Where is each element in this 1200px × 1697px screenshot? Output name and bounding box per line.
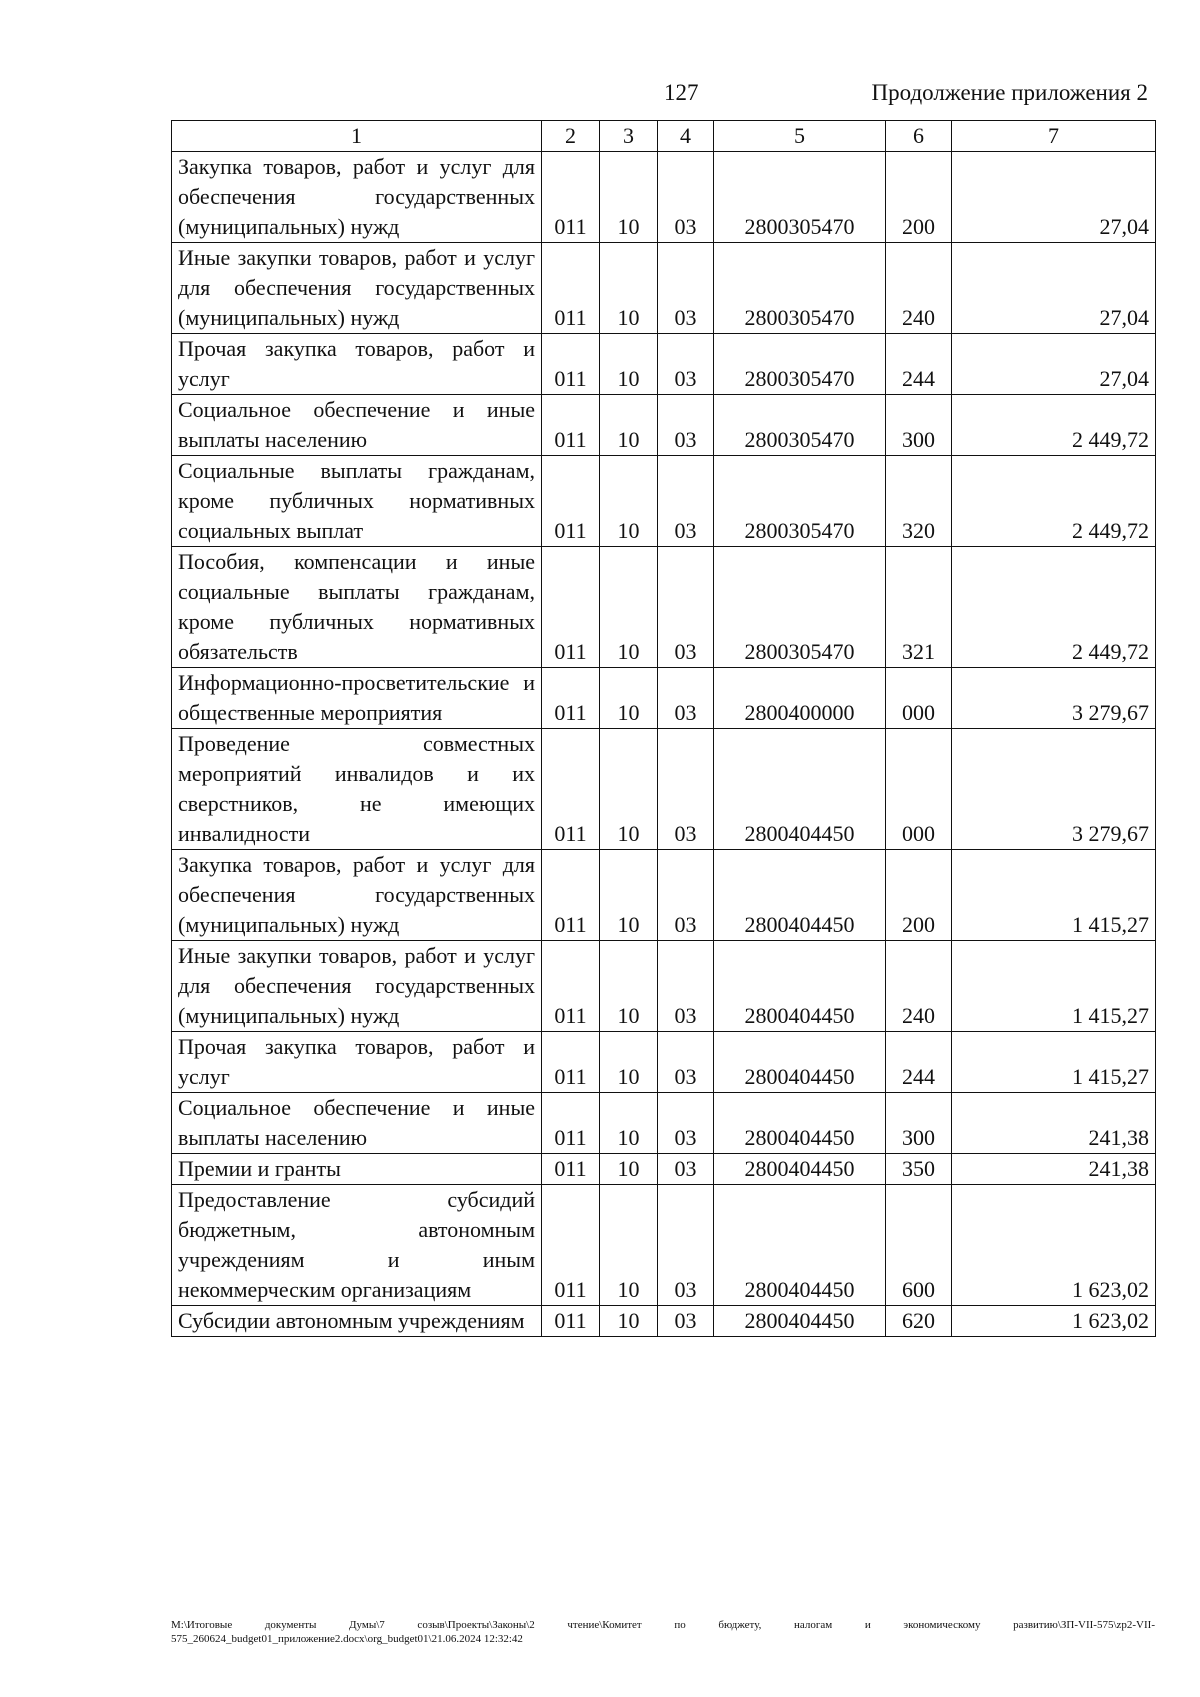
- cell-amount: 2 449,72: [952, 395, 1156, 456]
- cell-amount: 1 623,02: [952, 1185, 1156, 1306]
- cell-admin-code: 011: [542, 941, 600, 1032]
- cell-target-article: 2800404450: [714, 1185, 886, 1306]
- cell-amount: 27,04: [952, 243, 1156, 334]
- cell-target-article: 2800400000: [714, 668, 886, 729]
- cell-expense-type: 000: [886, 668, 952, 729]
- row-description: Социальное обеспечение и иные выплаты населению: [172, 395, 542, 456]
- budget-table: [171, 120, 1156, 1337]
- cell-expense-type: 200: [886, 850, 952, 941]
- cell-admin-code: 011: [542, 334, 600, 395]
- table-row: [172, 1093, 1156, 1154]
- row-description: Прочая закупка товаров, работ и услуг: [172, 1032, 542, 1093]
- cell-target-article: 2800404450: [714, 729, 886, 850]
- cell-subsection: 03: [658, 1154, 714, 1185]
- table-row: [172, 1185, 1156, 1306]
- table-row: [172, 1032, 1156, 1093]
- cell-section: 10: [600, 395, 658, 456]
- row-description: Закупка товаров, работ и услуг для обеспечения государственных (муниципальных) нужд: [172, 152, 542, 243]
- cell-expense-type: 300: [886, 1093, 952, 1154]
- cell-admin-code: 011: [542, 1306, 600, 1337]
- page-number: 127: [664, 80, 699, 105]
- column-header: 7: [952, 121, 1156, 152]
- cell-section: 10: [600, 243, 658, 334]
- cell-subsection: 03: [658, 941, 714, 1032]
- table-row: [172, 547, 1156, 668]
- cell-subsection: 03: [658, 334, 714, 395]
- cell-expense-type: 600: [886, 1185, 952, 1306]
- table-row: [172, 152, 1156, 243]
- cell-amount: 27,04: [952, 334, 1156, 395]
- cell-amount: 2 449,72: [952, 456, 1156, 547]
- row-description: Субсидии автономным учреждениям: [172, 1306, 542, 1337]
- cell-admin-code: 011: [542, 1032, 600, 1093]
- cell-amount: 1 415,27: [952, 850, 1156, 941]
- cell-section: 10: [600, 456, 658, 547]
- row-description: Пособия, компенсации и иные социальные выплаты гражданам, кроме публичных нормативных обязательств: [172, 547, 542, 668]
- table-header-row: [172, 121, 1156, 152]
- cell-section: 10: [600, 547, 658, 668]
- cell-target-article: 2800305470: [714, 456, 886, 547]
- cell-section: 10: [600, 152, 658, 243]
- cell-subsection: 03: [658, 1093, 714, 1154]
- cell-amount: 1 623,02: [952, 1306, 1156, 1337]
- document-path-footer: M:\Итоговые документы Думы\7 созыв\Проекты\Законы\2 чтение\Комитет по бюджету, налогам и экономическому развитию\ЗП-VII-575\zp2-VII-575_260624_budget01_приложение2.docx\org_budget01\21.06.2024 12:32:42: [171, 1619, 1155, 1645]
- cell-section: 10: [600, 729, 658, 850]
- row-description: Информационно-просветительские и общественные мероприятия: [172, 668, 542, 729]
- cell-target-article: 2800404450: [714, 941, 886, 1032]
- cell-section: 10: [600, 1032, 658, 1093]
- cell-admin-code: 011: [542, 1093, 600, 1154]
- continuation-label: Продолжение приложения 2: [871, 80, 1148, 105]
- cell-subsection: 03: [658, 668, 714, 729]
- row-description: Премии и гранты: [172, 1154, 542, 1185]
- cell-amount: 3 279,67: [952, 668, 1156, 729]
- table-row: [172, 334, 1156, 395]
- table-row: [172, 395, 1156, 456]
- cell-admin-code: 011: [542, 456, 600, 547]
- cell-amount: 27,04: [952, 152, 1156, 243]
- cell-subsection: 03: [658, 243, 714, 334]
- cell-admin-code: 011: [542, 243, 600, 334]
- cell-admin-code: 011: [542, 395, 600, 456]
- cell-admin-code: 011: [542, 547, 600, 668]
- column-header: 5: [714, 121, 886, 152]
- cell-section: 10: [600, 1093, 658, 1154]
- cell-section: 10: [600, 941, 658, 1032]
- cell-subsection: 03: [658, 547, 714, 668]
- table-row: [172, 1154, 1156, 1185]
- cell-subsection: 03: [658, 850, 714, 941]
- table-body: [172, 152, 1156, 1337]
- cell-amount: 241,38: [952, 1093, 1156, 1154]
- cell-expense-type: 240: [886, 243, 952, 334]
- row-description: Предоставление субсидий бюджетным, автономным учреждениям и иным некоммерческим организациям: [172, 1185, 542, 1306]
- row-description: Социальное обеспечение и иные выплаты населению: [172, 1093, 542, 1154]
- table-row: [172, 456, 1156, 547]
- cell-amount: 1 415,27: [952, 941, 1156, 1032]
- cell-expense-type: 321: [886, 547, 952, 668]
- cell-admin-code: 011: [542, 1154, 600, 1185]
- table-row: [172, 243, 1156, 334]
- table-row: [172, 729, 1156, 850]
- cell-section: 10: [600, 668, 658, 729]
- cell-expense-type: 000: [886, 729, 952, 850]
- cell-amount: 1 415,27: [952, 1032, 1156, 1093]
- cell-target-article: 2800305470: [714, 547, 886, 668]
- cell-expense-type: 200: [886, 152, 952, 243]
- cell-target-article: 2800305470: [714, 243, 886, 334]
- cell-expense-type: 240: [886, 941, 952, 1032]
- cell-expense-type: 244: [886, 1032, 952, 1093]
- cell-target-article: 2800404450: [714, 1032, 886, 1093]
- cell-section: 10: [600, 334, 658, 395]
- cell-subsection: 03: [658, 456, 714, 547]
- table-row: [172, 1306, 1156, 1337]
- cell-expense-type: 300: [886, 395, 952, 456]
- cell-subsection: 03: [658, 729, 714, 850]
- cell-target-article: 2800404450: [714, 1154, 886, 1185]
- cell-expense-type: 320: [886, 456, 952, 547]
- cell-target-article: 2800404450: [714, 1306, 886, 1337]
- cell-amount: 241,38: [952, 1154, 1156, 1185]
- cell-expense-type: 244: [886, 334, 952, 395]
- cell-admin-code: 011: [542, 850, 600, 941]
- cell-target-article: 2800404450: [714, 850, 886, 941]
- cell-subsection: 03: [658, 395, 714, 456]
- cell-subsection: 03: [658, 1185, 714, 1306]
- table-row: [172, 941, 1156, 1032]
- column-header: 3: [600, 121, 658, 152]
- cell-admin-code: 011: [542, 1185, 600, 1306]
- cell-section: 10: [600, 1306, 658, 1337]
- column-header: 4: [658, 121, 714, 152]
- cell-admin-code: 011: [542, 152, 600, 243]
- cell-subsection: 03: [658, 1032, 714, 1093]
- cell-expense-type: 350: [886, 1154, 952, 1185]
- row-description: Закупка товаров, работ и услуг для обеспечения государственных (муниципальных) нужд: [172, 850, 542, 941]
- cell-admin-code: 011: [542, 668, 600, 729]
- row-description: Социальные выплаты гражданам, кроме публичных нормативных социальных выплат: [172, 456, 542, 547]
- cell-target-article: 2800305470: [714, 152, 886, 243]
- row-description: Иные закупки товаров, работ и услуг для обеспечения государственных (муниципальных) нужд: [172, 243, 542, 334]
- row-description: Прочая закупка товаров, работ и услуг: [172, 334, 542, 395]
- table-row: [172, 850, 1156, 941]
- cell-section: 10: [600, 1185, 658, 1306]
- cell-target-article: 2800404450: [714, 1093, 886, 1154]
- cell-subsection: 03: [658, 1306, 714, 1337]
- cell-target-article: 2800305470: [714, 334, 886, 395]
- cell-admin-code: 011: [542, 729, 600, 850]
- column-header: 2: [542, 121, 600, 152]
- row-description: Иные закупки товаров, работ и услуг для обеспечения государственных (муниципальных) нужд: [172, 941, 542, 1032]
- cell-amount: 2 449,72: [952, 547, 1156, 668]
- table-row: [172, 668, 1156, 729]
- cell-subsection: 03: [658, 152, 714, 243]
- cell-target-article: 2800305470: [714, 395, 886, 456]
- cell-section: 10: [600, 1154, 658, 1185]
- column-header: 6: [886, 121, 952, 152]
- column-header: 1: [172, 121, 542, 152]
- cell-section: 10: [600, 850, 658, 941]
- row-description: Проведение совместных мероприятий инвалидов и их сверстников, не имеющих инвалидности: [172, 729, 542, 850]
- cell-expense-type: 620: [886, 1306, 952, 1337]
- cell-amount: 3 279,67: [952, 729, 1156, 850]
